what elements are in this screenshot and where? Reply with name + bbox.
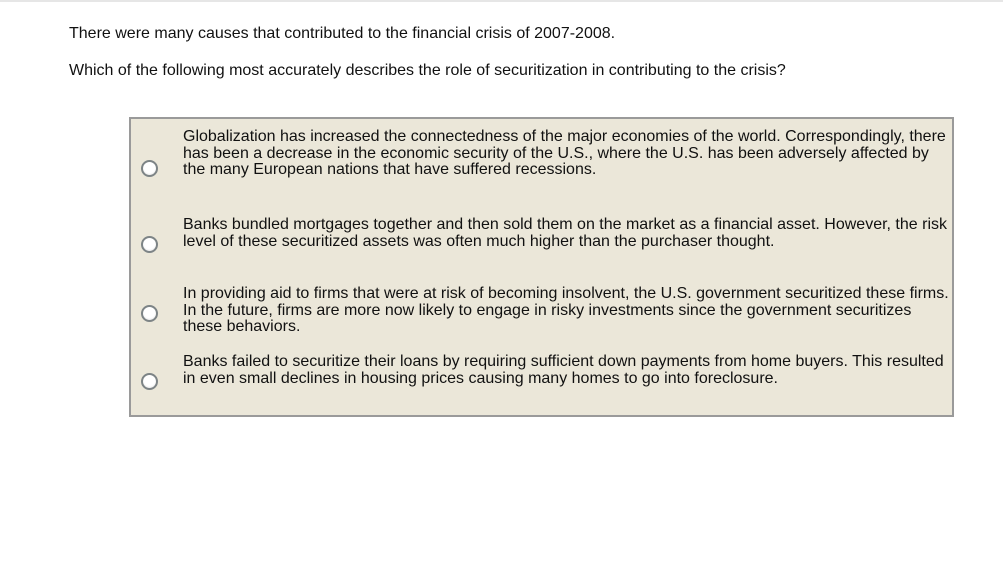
question-prompt: Which of the following most accurately describes the role of securitization in contributing to the crisis? [69,62,786,79]
radio-button-icon[interactable] [141,373,158,390]
option-text: Banks failed to securitize their loans by requiring sufficient down payments from home buyers. This resulted in even small declines in housing prices causing many homes to go into foreclosure. [183,353,944,387]
top-divider [0,0,1003,2]
option-text: Banks bundled mortgages together and then sold them on the market as a financial asset. However, the risk level of these securitized assets was often much higher than the purchaser thought. [183,216,947,250]
option-text: Globalization has increased the connectedness of the major economies of the world. Correspondingly, there has been a decrease in the economic security of the U.S., where the U.S. has been adversely affected by the many European nations that have suffered recessions. [183,128,946,178]
radio-button-icon[interactable] [141,160,158,177]
option-text: In providing aid to firms that were at risk of becoming insolvent, the U.S. government securitized these firms. In the future, firms are more now likely to engage in risky investments since the government securitizes these behaviors. [183,285,949,335]
answer-options-panel [129,117,954,417]
radio-button-icon[interactable] [141,236,158,253]
question-intro: There were many causes that contributed to the financial crisis of 2007-2008. [69,25,616,42]
radio-button-icon[interactable] [141,305,158,322]
